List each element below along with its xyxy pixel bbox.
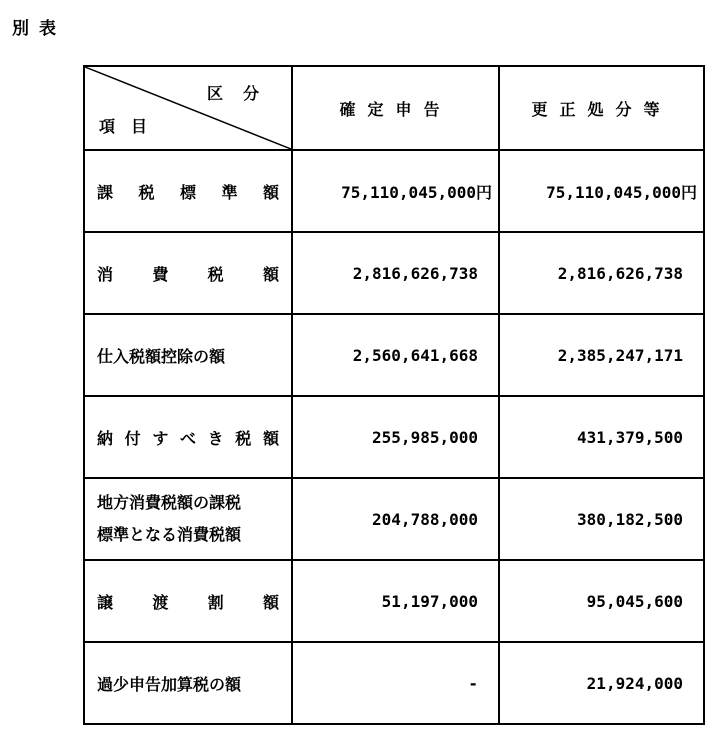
- row-label-char: す: [152, 428, 169, 448]
- row-label-char: き: [207, 428, 224, 448]
- value-corrected: 2,816,626,738: [499, 232, 704, 314]
- row-label-char: 費: [152, 264, 169, 284]
- corner-bottom-label: 項目: [99, 117, 164, 136]
- tax-table: [83, 65, 705, 725]
- row-label-char: 税: [207, 264, 224, 284]
- value-corrected: 21,924,000: [499, 642, 704, 724]
- row-label-cell: [84, 314, 292, 396]
- table-row: [84, 396, 704, 478]
- value-declared: 2,816,626,738: [292, 232, 499, 314]
- spread-label: [97, 262, 291, 285]
- row-label-line1: 地方消費税額の課税: [97, 493, 242, 512]
- two-line-label: [97, 487, 291, 551]
- row-label-char: 額: [262, 592, 279, 612]
- row-label-char: 額: [262, 264, 279, 284]
- row-label-char: べ: [179, 428, 196, 448]
- row-label-cell: [84, 560, 292, 642]
- row-label-cell: [84, 478, 292, 560]
- value-declared: -: [292, 642, 499, 724]
- row-label-char: 税: [235, 428, 252, 448]
- spread-label: [97, 590, 291, 613]
- spread-label: [97, 426, 291, 449]
- value-declared: 2,560,641,668: [292, 314, 499, 396]
- value-corrected: 380,182,500: [499, 478, 704, 560]
- table-row: [84, 642, 704, 724]
- table-row: [84, 478, 704, 560]
- corner-top-label: 区分: [206, 84, 279, 103]
- column-header-declared: 確定申告: [292, 66, 499, 150]
- value-declared: 204,788,000: [292, 478, 499, 560]
- table-header-row: [84, 66, 704, 150]
- row-label-cell: [84, 642, 292, 724]
- row-label: 過少申告加算税の額: [97, 674, 242, 694]
- row-label-cell: [84, 232, 292, 314]
- document-title: 別表: [12, 19, 66, 39]
- table-row: [84, 150, 704, 232]
- row-label-char: 譲: [97, 592, 114, 612]
- row-label-char: 課: [97, 182, 114, 202]
- value-corrected: 431,379,500: [499, 396, 704, 478]
- row-label-char: 準: [221, 182, 238, 202]
- value-declared: 75,110,045,000円: [292, 150, 499, 232]
- row-label-char: 渡: [152, 592, 169, 612]
- value-declared: 255,985,000: [292, 396, 499, 478]
- row-label-char: 額: [262, 428, 279, 448]
- row-label-char: 付: [124, 428, 141, 448]
- spread-label: [97, 180, 291, 203]
- corner-header-cell: [84, 66, 292, 150]
- row-label-char: 標: [179, 182, 196, 202]
- row-label-char: 納: [97, 428, 114, 448]
- table-row: [84, 232, 704, 314]
- row-label-char: 税: [138, 182, 155, 202]
- value-corrected: 2,385,247,171: [499, 314, 704, 396]
- value-declared: 51,197,000: [292, 560, 499, 642]
- row-label-cell: [84, 150, 292, 232]
- table-row: [84, 560, 704, 642]
- row-label: 仕入税額控除の額: [97, 346, 226, 366]
- row-label-line2: 標準となる消費税額: [97, 525, 242, 544]
- row-label-char: 消: [97, 264, 114, 284]
- column-header-corrected: 更正処分等: [499, 66, 704, 150]
- row-label-char: 額: [262, 182, 279, 202]
- row-label-char: 割: [207, 592, 224, 612]
- row-label-cell: [84, 396, 292, 478]
- value-corrected: 95,045,600: [499, 560, 704, 642]
- table-row: [84, 314, 704, 396]
- value-corrected: 75,110,045,000円: [499, 150, 704, 232]
